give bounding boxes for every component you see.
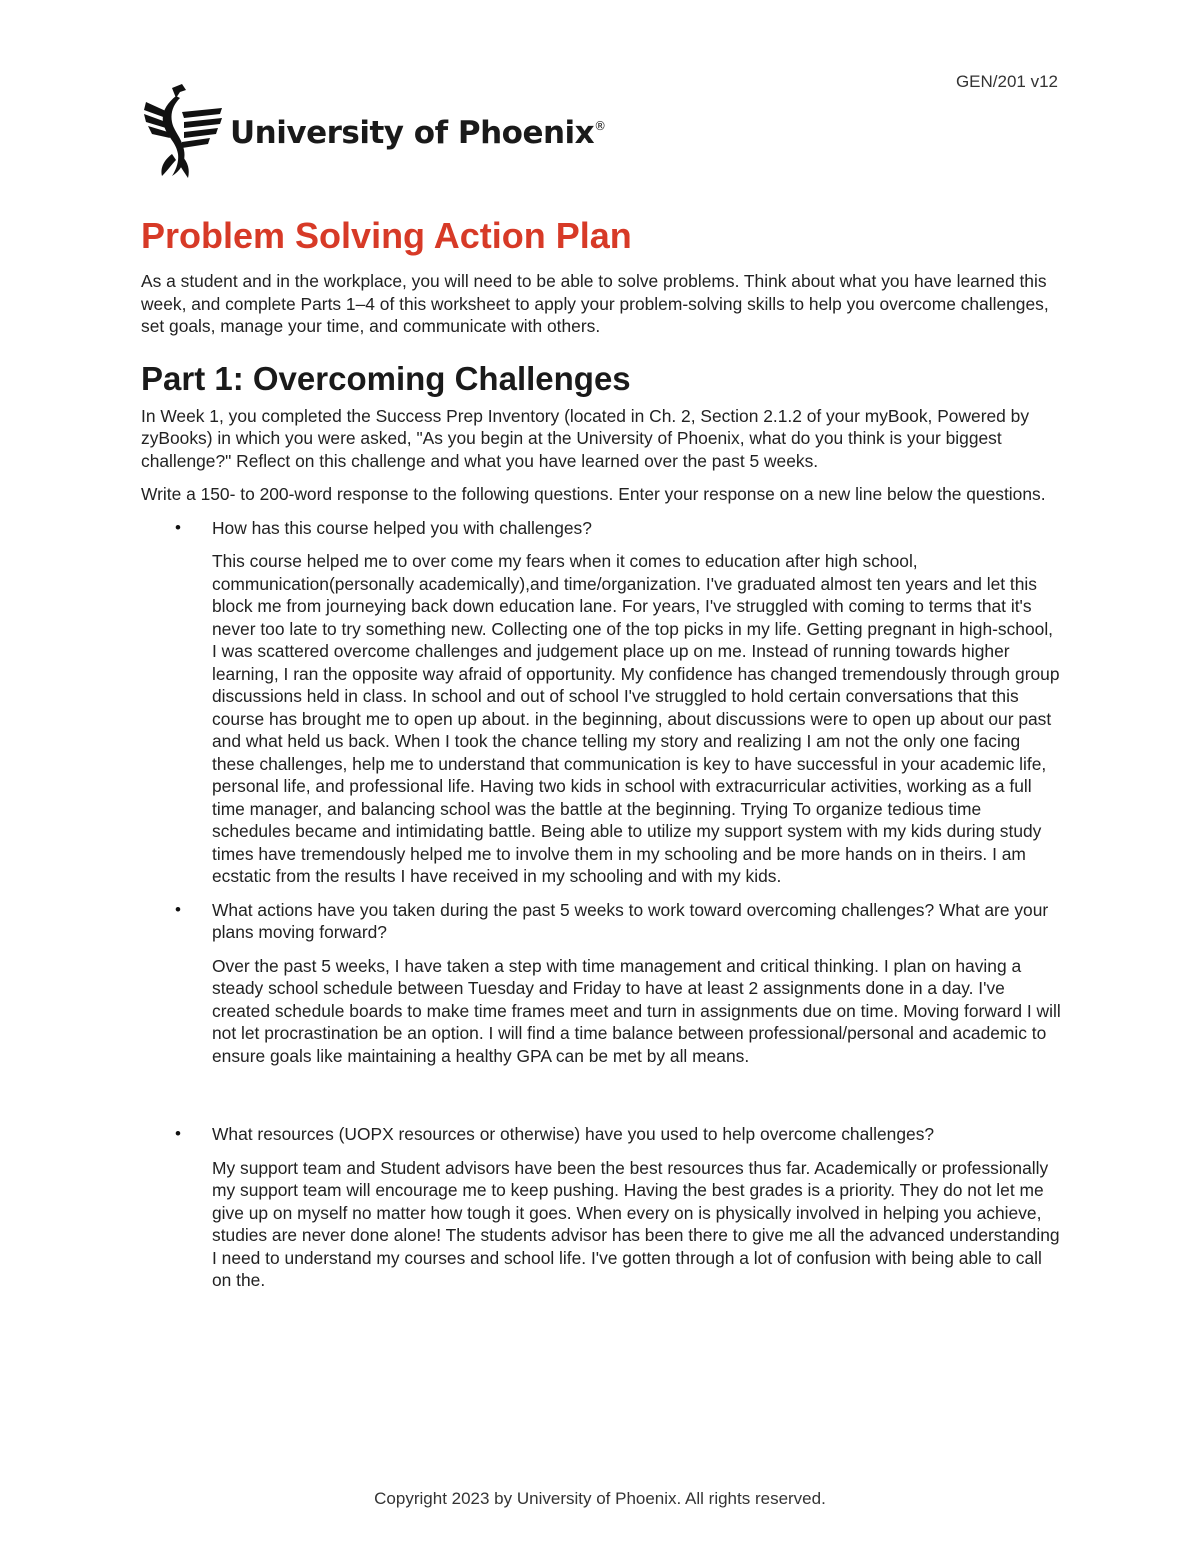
question-text: What actions have you taken during the past 5 weeks to work toward overcoming challenges? What are your plans moving forward? <box>212 899 1049 942</box>
part1-instructions: Write a 150- to 200-word response to the following questions. Enter your response on a new line below the questions. <box>141 484 1046 504</box>
part1-paragraph: In Week 1, you completed the Success Prep Inventory (located in Ch. 2, Section 2.1.2 of your myBook, Powered by zyBooks) in which you were asked, "As you begin at the University of Phoenix, what do you think is your biggest challenge?" Reflect on this challenge and what you have learned over the past 5 weeks. <box>141 405 1030 471</box>
part1-heading: Part 1: Overcoming Challenges <box>141 359 631 397</box>
question-text: What resources (UOPX resources or otherwise) have you used to help overcome challenges? <box>212 1124 935 1144</box>
list-item <box>141 517 1061 888</box>
question-list <box>141 517 1061 1292</box>
intro-paragraph: As a student and in the workplace, you will need to be able to solve problems. Think about what you have learned this week, and complete Parts 1–4 of this worksheet to apply your problem-solving skills to help you overcome challenges, set goals, manage your time, and communicate with others. <box>141 271 1049 336</box>
phoenix-bird-icon <box>142 82 224 178</box>
bullet-icon: • <box>175 899 181 919</box>
question-text: How has this course helped you with challenges? <box>212 517 592 538</box>
answer-text: My support team and Student advisors have been the best resources thus far. Academically or professionally my support team will encourage me to keep pushing. Having the best grades is a priority. They do not let me give up on myself no matter how tough it goes. When every on is physically involved in helping you achieve, studies are never done alone! The students advisor has been there to give me all the advanced understanding I need to understand my courses and school life. I've gotten through a lot of confusion with being able to call on the. <box>212 1157 1060 1290</box>
course-code: GEN/201 v12 <box>955 72 1058 91</box>
copyright-footer: Copyright 2023 by University of Phoenix. All rights reserved. <box>374 1489 826 1508</box>
document-body <box>141 213 1061 1303</box>
answer-text: Over the past 5 weeks, I have taken a step with time management and critical thinking. I plan on having a steady school schedule between Tuesday and Friday to have at least 2 assignments done in a day. I've created schedule boards to make time frames meet and turn in assignments due on time. Moving forward I will not let procrastination be an option. I will find a time balance between professional/personal and academic to ensure goals like maintaining a healthy GPA can be met by all means. <box>212 955 1061 1066</box>
page-title: Problem Solving Action Plan <box>141 215 632 256</box>
bullet-icon: • <box>175 517 181 537</box>
university-logo <box>142 82 606 178</box>
answer-text: This course helped me to over come my fears when it comes to education after high school, communication(personally academically),and time/organization. I've graduated almost ten years and let this block me from journeying back down education lane. For years, I've struggled with coming to terms that it's never too late to try something new. Collecting one of the top picks in my life. Getting pregnant in high-school, I was scattered overcome challenges and judgement place up on me. Instead of running towards higher learning, I ran the opposite way afraid of opportunity. My confidence has changed tremendously through group discussions held in class. In school and out of school I've struggled to hold certain conversations that this course has brought me to open up about. in the beginning, about discussions were to open up about our past and what held us back. When I took the chance telling my story and realizing I am not the only one facing these challenges, help me to understand that communication is key to have successful in your academic life, personal life, and professional life. Having two kids in school with extracurricular activities, working as a full time manager, and balancing school was the battle at the beginning. Trying To organize tedious time schedules became and intimidating battle. Being able to utilize my support system with my kids during study times have tremendously helped me to involve them in my schooling and be more hands on in theirs. I am ecstatic from the results I have received in my schooling and with my kids. <box>212 551 1060 886</box>
bullet-icon: • <box>175 1124 181 1143</box>
list-item <box>141 1123 1061 1292</box>
list-item <box>141 899 1061 1068</box>
logo-wordmark: University of Phoenix® <box>230 115 606 151</box>
